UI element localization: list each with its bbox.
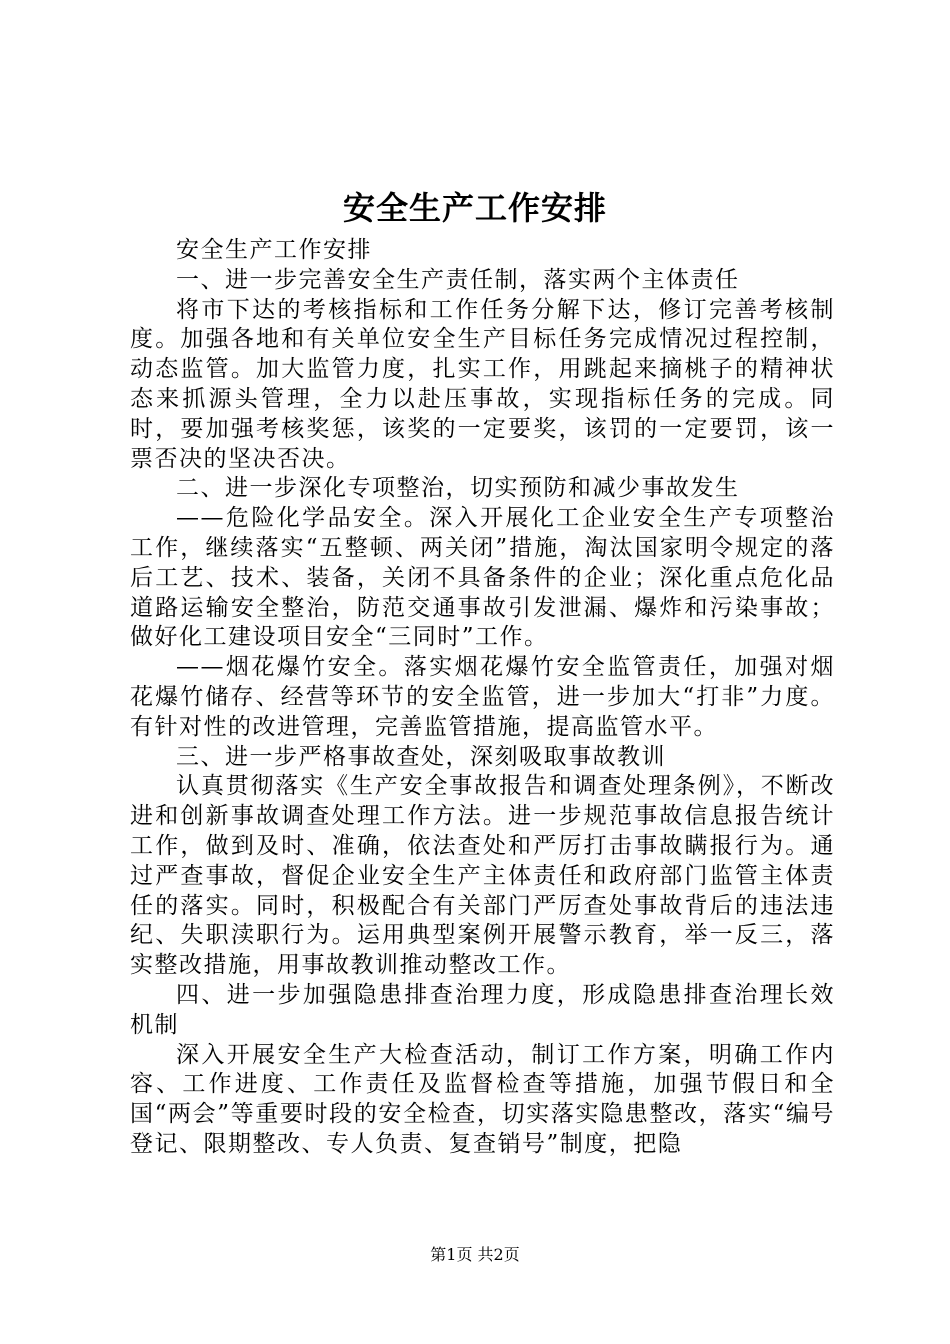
section-heading-2: 二、进一步深化专项整治，切实预防和减少事故发生 bbox=[176, 475, 740, 502]
paragraph: 认真贯彻落实《生产安全事故报告和调查处理条例》，不断改进和创新事故调查处理工作方法。进一步规范事故信息报告统计工作，做到及时、准确，依法查处和严厉打击事故瞒报行为。通过严查事故，督促企业安全生产主体责任和政府部门监管主体责任的落实。同时，积极配合有关部门严厉查处事故背后的违法违纪、失职渎职行为。运用典型案例开展警示教育，举一反三，落实整改措施，用事故教训推动整改工作。 bbox=[130, 773, 835, 979]
section-heading-1: 一、进一步完善安全生产责任制，落实两个主体责任 bbox=[176, 266, 740, 293]
paragraph-heading: 安全生产工作安排 bbox=[176, 237, 372, 263]
paragraph: ——危险化学品安全。深入开展化工企业安全生产专项整治工作，继续落实“五整顿、两关闭”措施，淘汰国家明令规定的落后工艺、技术、装备，关闭不具备条件的企业；深化重点危化品道路运输安全整治，防范交通事故引发泄漏、爆炸和污染事故；做好化工建设项目安全“三同时”工作。 bbox=[130, 505, 835, 651]
paragraph: ——烟花爆竹安全。落实烟花爆竹安全监管责任，加强对烟花爆竹储存、经营等环节的安全监管，进一步加大“打非”力度。有针对性的改进管理，完善监管措施，提高监管水平。 bbox=[130, 654, 835, 740]
section-heading-4: 四、进一步加强隐患排查治理力度，形成隐患排查治理长效机制 bbox=[130, 981, 835, 1038]
document-body bbox=[130, 236, 835, 1160]
document-title: 安全生产工作安排 bbox=[342, 189, 607, 227]
section-heading-3: 三、进一步严格事故查处，深刻吸取事故教训 bbox=[176, 743, 666, 770]
paragraph: 将市下达的考核指标和工作任务分解下达，修订完善考核制度。加强各地和有关单位安全生产目标任务完成情况过程控制，动态监管。加大监管力度，扎实工作，用跳起来摘桃子的精神状态来抓源头管理，全力以赴压事故，实现指标任务的完成。同时，要加强考核奖惩，该奖的一定要奖，该罚的一定要罚，该一票否决的坚决否决。 bbox=[130, 296, 835, 472]
paragraph: 深入开展安全生产大检查活动，制订工作方案，明确工作内容、工作进度、工作责任及监督检查等措施，加强节假日和全国“两会”等重要时段的安全检查，切实落实隐患整改，落实“编号登记、限期整改、专人负责、复查销号”制度，把隐 bbox=[130, 1041, 835, 1157]
page-footer: 第1页 共2页 bbox=[430, 1245, 520, 1264]
